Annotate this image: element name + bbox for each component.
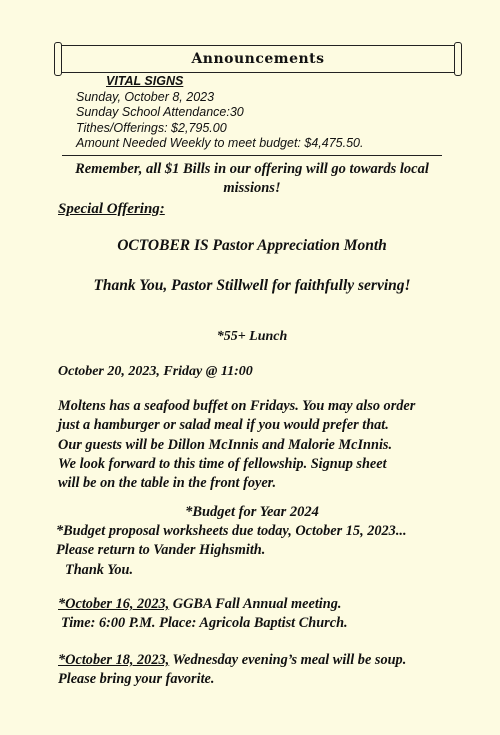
vital-signs-attendance: Sunday School Attendance:30 xyxy=(76,105,244,119)
wednesday-note: Please bring your favorite. xyxy=(58,671,215,688)
divider xyxy=(62,155,442,156)
special-offering-heading: Special Offering: xyxy=(58,201,165,217)
wednesday-meal xyxy=(58,651,498,690)
lunch-detail-line: will be on the table in the front foyer. xyxy=(58,475,277,492)
vital-signs-needed: Amount Needed Weekly to meet budget: $4,475.50. xyxy=(76,136,364,150)
wednesday-text: Wednesday evening’s meal will be soup. xyxy=(169,652,407,668)
page-title: Announcements xyxy=(191,51,325,67)
remember-note: Remember, all $1 Bills in our offering will go towards local missions! xyxy=(75,161,429,196)
budget-line: *Budget proposal worksheets due today, October 15, 2023... xyxy=(56,523,407,539)
budget-title: *Budget for Year 2024 xyxy=(185,504,319,520)
lunch-detail-line: Moltens has a seafood buffet on Fridays. You may also order xyxy=(58,398,416,414)
pastor-month: OCTOBER IS Pastor Appreciation Month xyxy=(117,237,387,254)
lunch-detail-line: just a hamburger or salad meal if you would prefer that. xyxy=(58,417,389,434)
lunch-date: October 20, 2023, Friday @ 11:00 xyxy=(58,364,253,379)
budget-details xyxy=(56,522,496,580)
budget-line: Please return to Vander Highsmith. xyxy=(56,542,266,559)
ggba-date: *October 16, 2023, xyxy=(58,596,170,612)
lunch-detail-line: Our guests will be Dillon McInnis and Malorie McInnis. xyxy=(58,436,393,453)
vital-signs-title: VITAL SIGNS xyxy=(106,74,184,88)
pastor-thanks: Thank You, Pastor Stillwell for faithfully serving! xyxy=(93,277,411,294)
lunch-details xyxy=(58,397,498,493)
budget-line: Thank You. xyxy=(65,561,134,578)
ggba-meeting xyxy=(58,595,498,634)
wednesday-date: *October 18, 2023, xyxy=(58,652,170,668)
lunch-title: *55+ Lunch xyxy=(216,329,288,344)
ggba-time-place: Time: 6:00 P.M. Place: Agricola Baptist Church. xyxy=(61,615,348,632)
ggba-text: GGBA Fall Annual meeting. xyxy=(169,596,342,612)
vital-signs-date: Sunday, October 8, 2023 xyxy=(76,89,215,104)
vital-signs-tithes: Tithes/Offerings: $2,795.00 xyxy=(76,120,227,135)
announcements-banner xyxy=(58,45,458,73)
vital-signs xyxy=(76,74,363,152)
lunch-detail-line: We look forward to this time of fellowship. Signup sheet xyxy=(58,455,387,472)
